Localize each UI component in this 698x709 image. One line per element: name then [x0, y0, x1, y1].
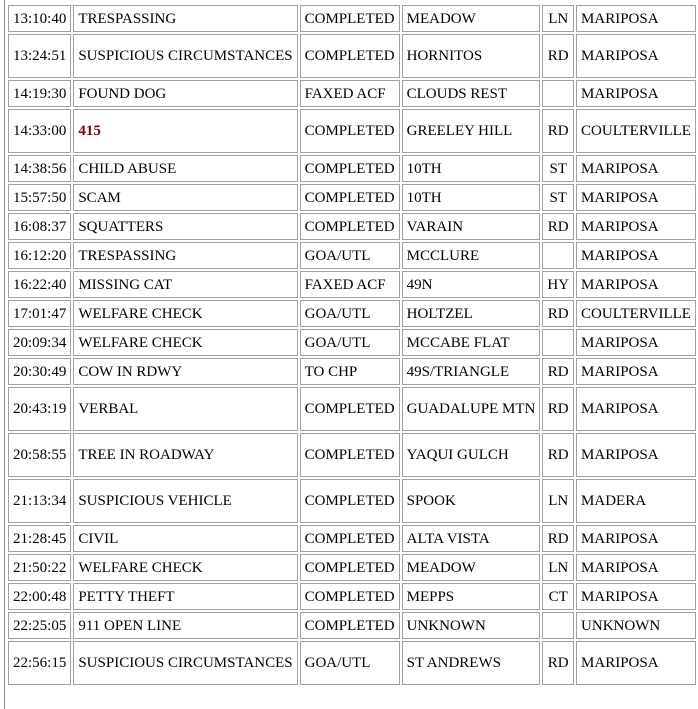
call-city-text: MARIPOSA — [581, 447, 659, 463]
call-type — [73, 184, 297, 211]
call-type-text: SCAM — [78, 189, 121, 206]
call-type-text: SUSPICIOUS VEHICLE — [78, 493, 232, 509]
call-disposition — [300, 300, 400, 327]
call-city-text: COULTERVILLE — [581, 123, 691, 139]
call-disposition — [300, 433, 400, 477]
call-city — [576, 80, 696, 107]
call-city-text: MARIPOSA — [581, 10, 659, 27]
call-street-text: ALTA VISTA — [406, 530, 490, 547]
call-city — [576, 433, 696, 477]
call-street — [402, 184, 541, 211]
call-time — [8, 242, 71, 269]
table-row — [8, 213, 696, 240]
call-type — [73, 479, 297, 523]
call-street-text: MCCLURE — [406, 247, 480, 264]
call-street — [402, 155, 541, 182]
call-log-body — [8, 5, 696, 685]
call-time — [8, 34, 71, 78]
call-city-text: UNKNOWN — [581, 617, 661, 634]
table-row — [8, 109, 696, 153]
call-time-text: 16:22:40 — [13, 276, 67, 293]
call-city-text: MARIPOSA — [581, 401, 659, 417]
call-disposition-text: COMPLETED — [304, 588, 395, 605]
table-row — [8, 80, 696, 107]
call-time — [8, 5, 71, 32]
call-disposition-text: COMPLETED — [304, 189, 395, 206]
call-city-text: MARIPOSA — [581, 85, 659, 102]
call-city — [576, 109, 696, 153]
call-disposition-text: GOA/UTL — [304, 305, 371, 322]
call-time-text: 20:09:34 — [13, 334, 67, 351]
call-city — [576, 554, 696, 581]
call-type-text: SUSPICIOUS CIRCUMSTANCES — [78, 48, 293, 64]
call-street-suffix-text: RD — [547, 530, 569, 547]
call-street — [402, 109, 541, 153]
call-type-text: 911 OPEN LINE — [78, 617, 182, 634]
call-type — [73, 329, 297, 356]
call-type — [73, 433, 297, 477]
call-type-text: WELFARE CHECK — [78, 334, 203, 351]
call-disposition — [300, 271, 400, 298]
call-time-text: 13:24:51 — [13, 48, 67, 64]
call-time — [8, 329, 71, 356]
call-street — [402, 80, 541, 107]
call-city-text: MARIPOSA — [581, 218, 659, 235]
call-time — [8, 433, 71, 477]
call-city-text: MARIPOSA — [581, 588, 659, 605]
call-disposition-text: COMPLETED — [304, 559, 395, 576]
table-row — [8, 583, 696, 610]
call-city — [576, 184, 696, 211]
call-street — [402, 641, 541, 685]
call-street-suffix — [542, 479, 574, 523]
call-street-suffix-text: RD — [547, 401, 569, 417]
call-street-suffix — [542, 155, 574, 182]
call-type-text: CIVIL — [78, 530, 119, 547]
call-street — [402, 387, 541, 431]
call-type-text: PETTY THEFT — [78, 588, 175, 605]
call-type-text: WELFARE CHECK — [78, 559, 203, 576]
call-street — [402, 300, 541, 327]
call-disposition — [300, 184, 400, 211]
call-disposition — [300, 80, 400, 107]
call-time-text: 14:38:56 — [13, 160, 67, 177]
call-time-text: 13:10:40 — [13, 10, 67, 27]
call-street-suffix-text: LN — [548, 493, 569, 509]
call-type-text: TRESPASSING — [78, 247, 177, 264]
call-type — [73, 213, 297, 240]
call-disposition-text: COMPLETED — [304, 401, 395, 417]
call-street — [402, 583, 541, 610]
call-time — [8, 358, 71, 385]
call-city-text: MARIPOSA — [581, 334, 659, 351]
call-street-text: MEADOW — [406, 559, 476, 576]
call-type — [73, 242, 297, 269]
call-time-text: 20:58:55 — [13, 447, 67, 463]
call-street-text: VARAIN — [406, 218, 464, 235]
table-row — [8, 242, 696, 269]
call-type-text: CHILD ABUSE — [78, 160, 177, 177]
call-street-text: MEPPS — [406, 588, 455, 605]
call-disposition-text: COMPLETED — [304, 493, 395, 509]
call-disposition — [300, 479, 400, 523]
call-type — [73, 34, 297, 78]
table-row — [8, 525, 696, 552]
call-city — [576, 525, 696, 552]
call-street-suffix — [542, 34, 574, 78]
call-time-text: 22:00:48 — [13, 588, 67, 605]
call-disposition-text: COMPLETED — [304, 530, 395, 547]
call-street-suffix — [542, 109, 574, 153]
call-disposition-text: COMPLETED — [304, 617, 395, 634]
call-city-text: MARIPOSA — [581, 48, 659, 64]
call-street-text: CLOUDS REST — [406, 85, 508, 102]
call-time-text: 16:08:37 — [13, 218, 67, 235]
call-time — [8, 525, 71, 552]
table-row — [8, 155, 696, 182]
call-street-suffix-text: RD — [547, 48, 569, 64]
call-street — [402, 433, 541, 477]
call-street-text: UNKNOWN — [406, 617, 486, 634]
call-street-suffix — [542, 329, 574, 356]
call-disposition — [300, 242, 400, 269]
call-type — [73, 387, 297, 431]
call-city-text: MARIPOSA — [581, 655, 659, 671]
table-row — [8, 358, 696, 385]
call-time — [8, 271, 71, 298]
call-type — [73, 612, 297, 639]
call-time — [8, 583, 71, 610]
call-time-text: 20:43:19 — [13, 401, 67, 417]
call-city-text: MARIPOSA — [581, 247, 659, 264]
call-street-suffix-text: CT — [548, 588, 568, 605]
table-row — [8, 34, 696, 78]
call-time-text: 21:13:34 — [13, 493, 67, 509]
page-margin-rule — [4, 0, 5, 709]
call-street — [402, 34, 541, 78]
call-type — [73, 5, 297, 32]
call-disposition — [300, 612, 400, 639]
call-disposition — [300, 34, 400, 78]
call-disposition-text: GOA/UTL — [304, 655, 371, 671]
call-disposition-text: COMPLETED — [304, 10, 395, 27]
call-type-text: TREE IN ROADWAY — [78, 447, 215, 463]
call-type — [73, 271, 297, 298]
call-time — [8, 641, 71, 685]
call-time — [8, 387, 71, 431]
call-type — [73, 358, 297, 385]
call-time — [8, 612, 71, 639]
call-log-table — [6, 3, 698, 687]
call-time-text: 17:01:47 — [13, 305, 67, 322]
call-street-text: HOLTZEL — [406, 305, 473, 322]
call-street — [402, 242, 541, 269]
call-disposition — [300, 5, 400, 32]
call-disposition-text: COMPLETED — [304, 160, 395, 177]
call-street-suffix-text: RD — [547, 123, 569, 139]
call-street-suffix — [542, 583, 574, 610]
call-street — [402, 271, 541, 298]
call-type — [73, 583, 297, 610]
call-type-text: SUSPICIOUS CIRCUMSTANCES — [78, 655, 293, 671]
call-street-text: GUADALUPE MTN — [406, 401, 536, 417]
call-street — [402, 479, 541, 523]
call-disposition — [300, 358, 400, 385]
call-time-text: 22:56:15 — [13, 655, 67, 671]
call-street-text: MCCABE FLAT — [406, 334, 510, 351]
call-type-text: COW IN RDWY — [78, 363, 183, 380]
call-street — [402, 5, 541, 32]
call-street-suffix — [542, 300, 574, 327]
call-disposition-text: COMPLETED — [304, 48, 395, 64]
call-street-suffix-text: ST — [549, 160, 567, 177]
call-street-text: 49N — [406, 276, 433, 293]
call-disposition — [300, 329, 400, 356]
table-row — [8, 433, 696, 477]
call-disposition — [300, 213, 400, 240]
call-street-text: GREELEY HILL — [406, 123, 513, 139]
call-street-suffix — [542, 5, 574, 32]
call-street — [402, 525, 541, 552]
call-type — [73, 109, 297, 153]
table-row — [8, 387, 696, 431]
call-street-suffix-text: LN — [548, 10, 569, 27]
call-disposition-text: COMPLETED — [304, 447, 395, 463]
call-time-text: 15:57:50 — [13, 189, 67, 206]
call-city-text: MARIPOSA — [581, 530, 659, 547]
call-type — [73, 80, 297, 107]
call-street-suffix-text: HY — [547, 276, 570, 293]
call-time-text: 21:50:22 — [13, 559, 67, 576]
call-disposition-text: FAXED ACF — [304, 276, 386, 293]
call-street-suffix — [542, 242, 574, 269]
call-disposition — [300, 525, 400, 552]
call-city-text: MARIPOSA — [581, 189, 659, 206]
call-street — [402, 358, 541, 385]
call-disposition-text: COMPLETED — [304, 123, 395, 139]
call-street-text: HORNITOS — [406, 48, 483, 64]
call-disposition-text: GOA/UTL — [304, 247, 371, 264]
table-row — [8, 329, 696, 356]
call-street-suffix — [542, 358, 574, 385]
call-street-suffix-text: RD — [547, 655, 569, 671]
call-street-suffix-text: RD — [547, 305, 569, 322]
call-disposition-text: TO CHP — [304, 363, 358, 380]
call-street — [402, 329, 541, 356]
call-street-suffix-text: RD — [547, 218, 569, 235]
table-row — [8, 641, 696, 685]
call-street-text: SPOOK — [406, 493, 456, 509]
call-street-text: 49S/TRIANGLE — [406, 363, 510, 380]
call-city — [576, 242, 696, 269]
call-disposition — [300, 387, 400, 431]
call-city — [576, 213, 696, 240]
call-type-text: WELFARE CHECK — [78, 305, 203, 322]
call-city — [576, 358, 696, 385]
call-city — [576, 479, 696, 523]
call-street — [402, 612, 541, 639]
call-type-text: SQUATTERS — [78, 218, 164, 235]
call-time-text: 14:33:00 — [13, 123, 67, 139]
call-disposition — [300, 109, 400, 153]
call-time — [8, 155, 71, 182]
call-city — [576, 583, 696, 610]
call-disposition — [300, 554, 400, 581]
call-time — [8, 300, 71, 327]
call-street-suffix — [542, 387, 574, 431]
call-city — [576, 612, 696, 639]
call-time-text: 14:19:30 — [13, 85, 67, 102]
call-street-suffix-text: LN — [548, 559, 569, 576]
call-disposition — [300, 641, 400, 685]
call-city-text: MADERA — [581, 493, 647, 509]
call-city-text: MARIPOSA — [581, 276, 659, 293]
call-city — [576, 300, 696, 327]
call-type-text: 415 — [78, 123, 101, 139]
call-street-suffix — [542, 525, 574, 552]
call-street-suffix — [542, 433, 574, 477]
call-street-suffix-text: RD — [547, 363, 569, 380]
call-city — [576, 5, 696, 32]
call-time — [8, 479, 71, 523]
call-city — [576, 34, 696, 78]
call-type-text: VERBAL — [78, 401, 139, 417]
call-city — [576, 155, 696, 182]
call-street-text: MEADOW — [406, 10, 476, 27]
call-disposition-text: FAXED ACF — [304, 85, 386, 102]
call-type — [73, 525, 297, 552]
call-city-text: MARIPOSA — [581, 559, 659, 576]
call-city — [576, 329, 696, 356]
call-type — [73, 300, 297, 327]
call-time — [8, 554, 71, 581]
call-disposition-text: GOA/UTL — [304, 334, 371, 351]
call-street — [402, 554, 541, 581]
table-row — [8, 184, 696, 211]
table-row — [8, 479, 696, 523]
call-city — [576, 271, 696, 298]
call-street-suffix — [542, 271, 574, 298]
call-time-text: 16:12:20 — [13, 247, 67, 264]
call-time — [8, 109, 71, 153]
call-street-suffix — [542, 213, 574, 240]
call-street-text: ST ANDREWS — [406, 655, 501, 671]
call-time — [8, 80, 71, 107]
table-row — [8, 554, 696, 581]
call-street-text: 10TH — [406, 160, 442, 177]
call-street-suffix — [542, 554, 574, 581]
call-type-text: MISSING CAT — [78, 276, 173, 293]
call-disposition — [300, 155, 400, 182]
table-row — [8, 5, 696, 32]
call-type — [73, 155, 297, 182]
call-time — [8, 184, 71, 211]
call-street-suffix — [542, 80, 574, 107]
call-type-text: FOUND DOG — [78, 85, 167, 102]
call-street-suffix — [542, 641, 574, 685]
call-disposition-text: COMPLETED — [304, 218, 395, 235]
call-city-text: MARIPOSA — [581, 160, 659, 177]
call-time-text: 22:25:05 — [13, 617, 67, 634]
call-street-suffix — [542, 184, 574, 211]
call-street-suffix-text: ST — [549, 189, 567, 206]
call-street — [402, 213, 541, 240]
call-city-text: COULTERVILLE — [581, 305, 691, 322]
call-type-text: TRESPASSING — [78, 10, 177, 27]
table-row — [8, 271, 696, 298]
call-time — [8, 213, 71, 240]
call-city — [576, 387, 696, 431]
table-row — [8, 612, 696, 639]
call-street-text: 10TH — [406, 189, 442, 206]
table-row — [8, 300, 696, 327]
call-street-suffix-text: RD — [547, 447, 569, 463]
call-street-text: YAQUI GULCH — [406, 447, 509, 463]
call-time-text: 20:30:49 — [13, 363, 67, 380]
call-city-text: MARIPOSA — [581, 363, 659, 380]
call-disposition — [300, 583, 400, 610]
call-time-text: 21:28:45 — [13, 530, 67, 547]
call-type — [73, 554, 297, 581]
call-street-suffix — [542, 612, 574, 639]
call-city — [576, 641, 696, 685]
call-type — [73, 641, 297, 685]
